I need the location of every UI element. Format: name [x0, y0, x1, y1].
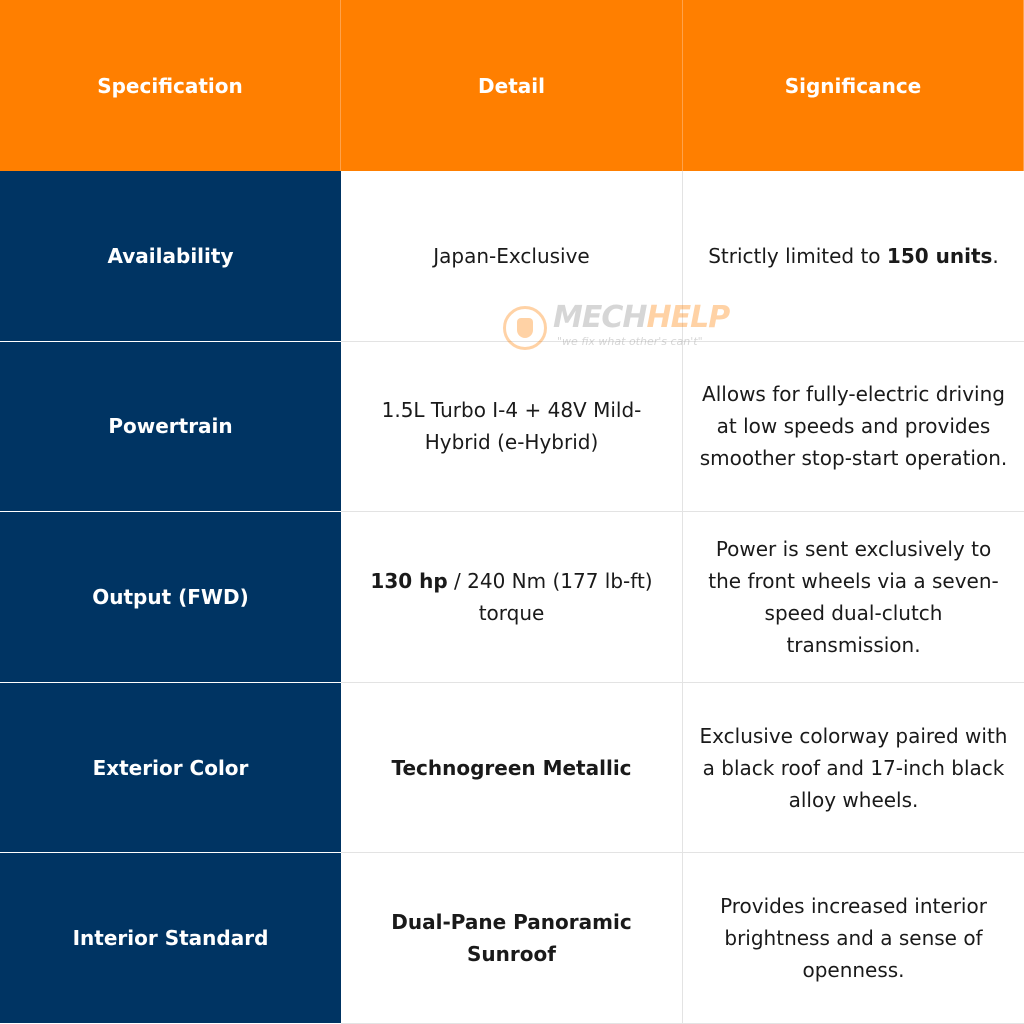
- significance-text: Exclusive colorway paired with a black roof and 17-inch black alloy wheels.: [699, 723, 1008, 812]
- detail-text: Technogreen Metallic: [391, 755, 632, 780]
- significance-text: Provides increased interior brightness and a sense of openness.: [720, 894, 987, 983]
- significance-bold: 150 units: [886, 243, 993, 268]
- row-label-availability: Availability: [0, 171, 341, 342]
- significance-exterior-color: [683, 683, 1024, 854]
- significance-text: [708, 240, 999, 272]
- detail-output: [341, 512, 683, 683]
- detail-powertrain: [341, 342, 683, 513]
- row-label-exterior-color: Exterior Color: [0, 683, 341, 854]
- significance-text: Allows for fully-electric driving at low speeds and provides smoother stop-start operation.: [699, 382, 1008, 471]
- row-label-powertrain: Powertrain: [0, 342, 341, 513]
- significance-post: .: [992, 243, 999, 268]
- significance-interior-standard: [683, 853, 1024, 1024]
- significance-text: Power is sent exclusively to the front wheels via a seven-speed dual-clutch transmission.: [708, 536, 999, 657]
- significance-output: [683, 512, 1024, 683]
- detail-text: Japan-Exclusive: [433, 243, 590, 268]
- header-specification: Specification: [0, 0, 341, 171]
- detail-text: 1.5L Turbo I-4 + 48V Mild-Hybrid (e-Hybrid): [381, 398, 642, 455]
- watermark-brand-part2: HELP: [646, 300, 730, 335]
- row-label-output: Output (FWD): [0, 512, 341, 683]
- row-label-interior-standard: Interior Standard: [0, 853, 341, 1024]
- detail-interior-standard: [341, 853, 683, 1024]
- detail-bold: 130 hp: [370, 568, 448, 593]
- significance-powertrain: [683, 342, 1024, 513]
- significance-availability: [683, 171, 1024, 342]
- significance-pre: Strictly limited to: [708, 243, 887, 268]
- watermark-tagline: "we fix what other's can't": [557, 335, 703, 348]
- detail-rest: / 240 Nm (177 lb-ft) torque: [447, 568, 653, 625]
- detail-availability: [341, 171, 683, 342]
- header-detail: Detail: [341, 0, 683, 171]
- watermark-brand-part1: MECH: [553, 300, 647, 335]
- detail-text: Dual-Pane Panoramic Sunroof: [391, 910, 632, 967]
- detail-text: [361, 565, 662, 629]
- detail-exterior-color: [341, 683, 683, 854]
- header-significance: Significance: [683, 0, 1024, 171]
